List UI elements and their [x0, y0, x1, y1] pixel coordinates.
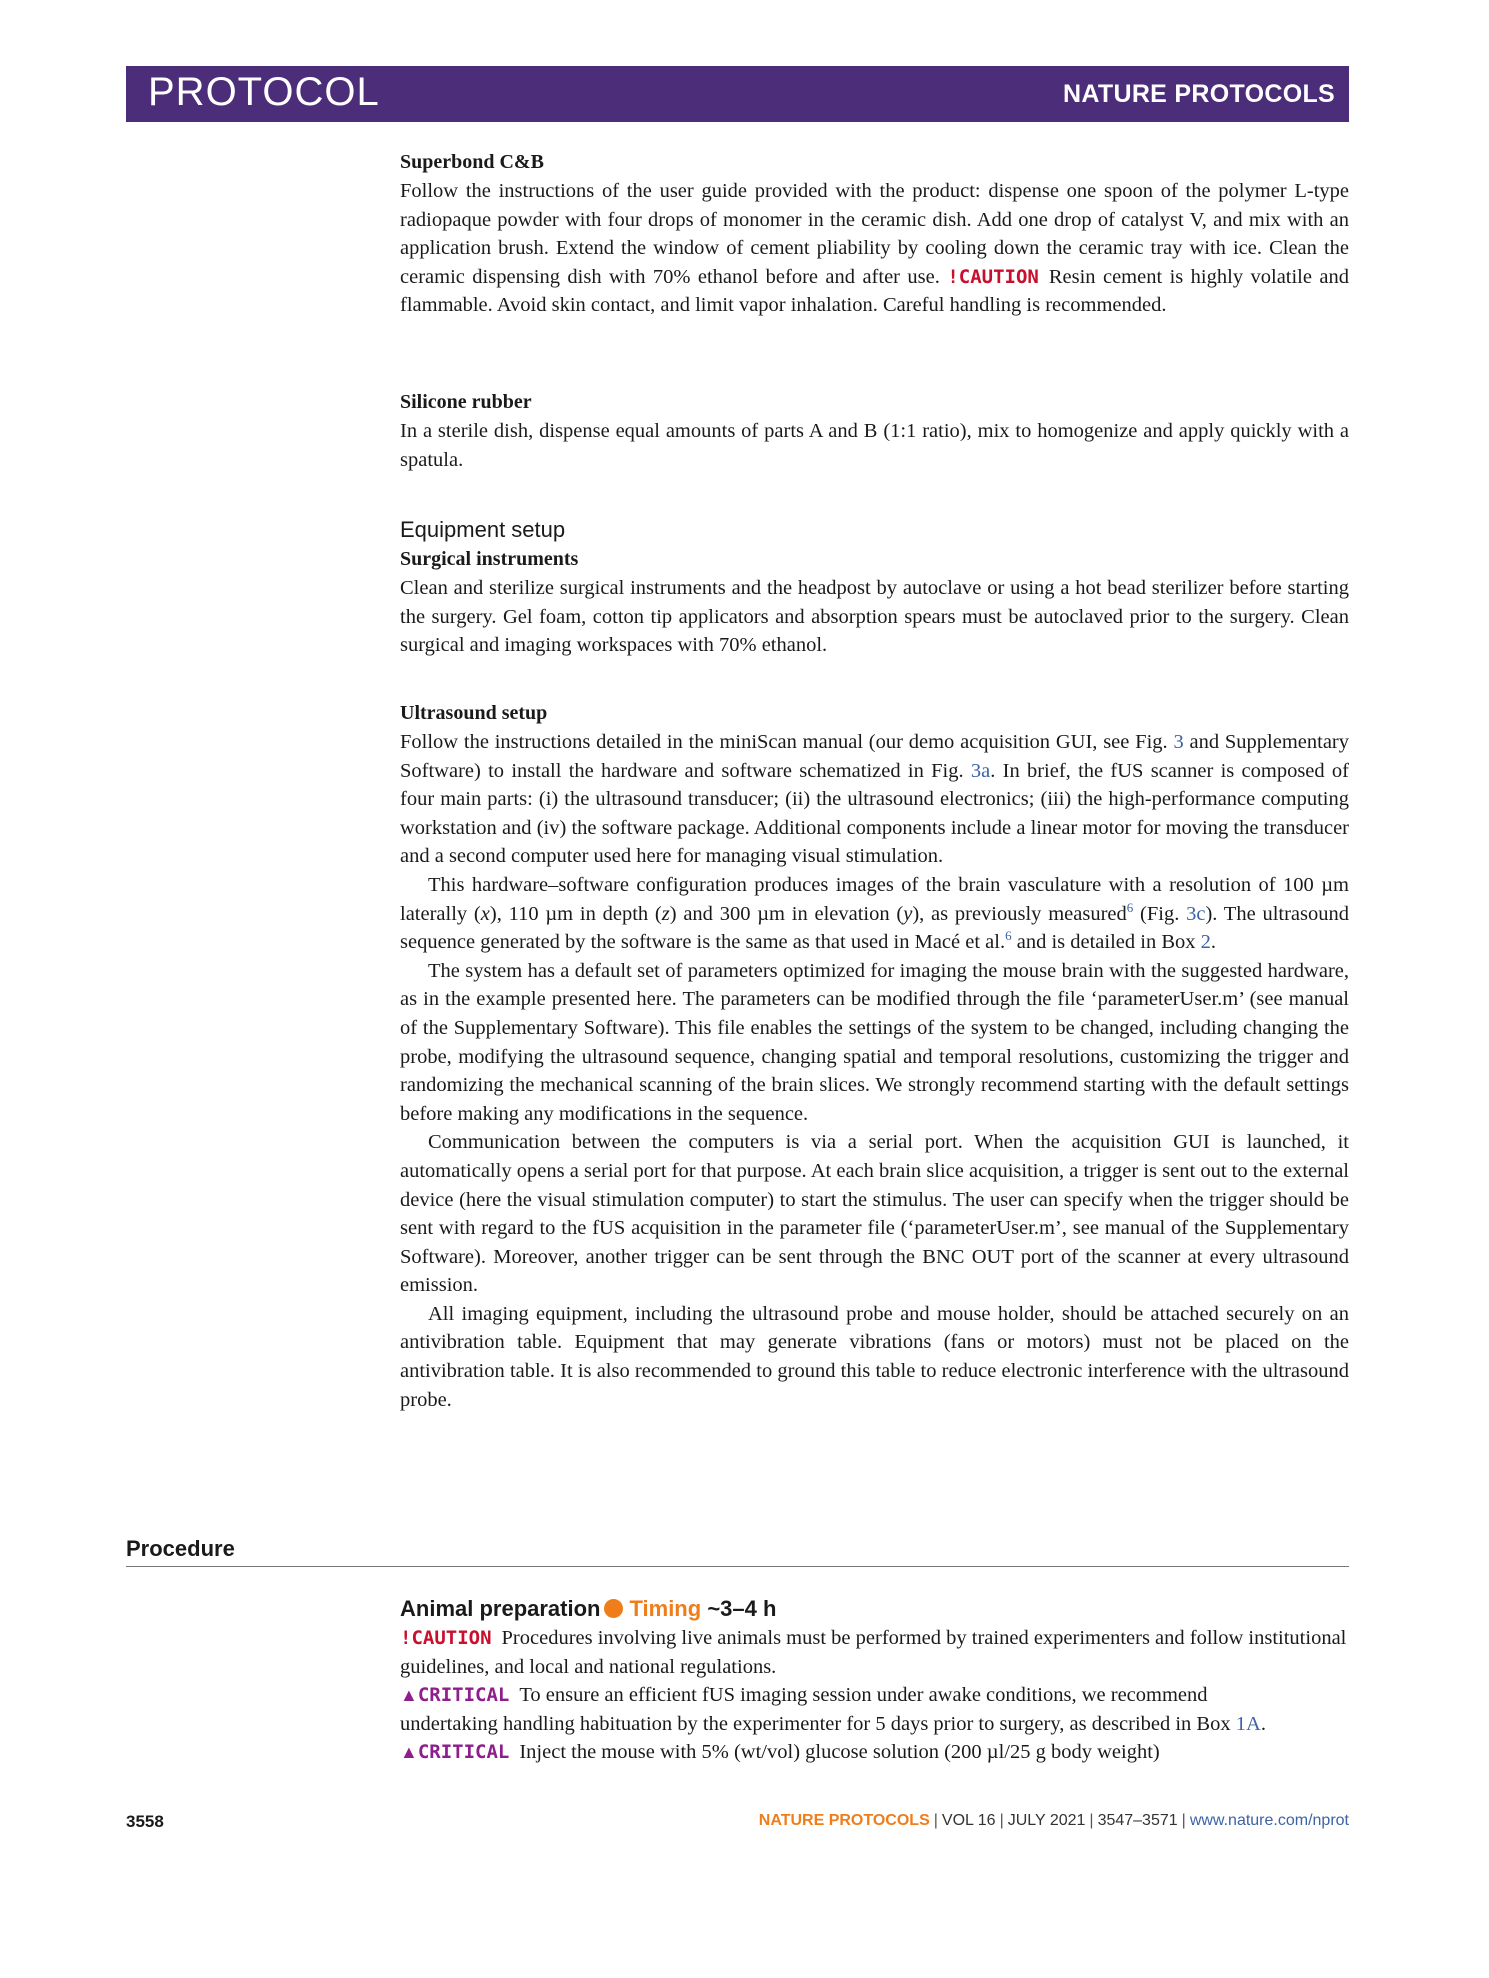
- superbond-section: [400, 148, 1349, 320]
- silicone-text: In a sterile dish, dispense equal amounts of parts A and B (1:1 ratio), mix to homogenize and apply quickly with a spatula.: [400, 420, 1349, 471]
- critical-label: CRITICAL: [417, 1684, 510, 1707]
- ultrasound-paragraph-3: The system has a default set of parameters optimized for imaging the mouse brain with the suggested hardware, as in the example presented here. The parameters can be modified through the file ‘parameterUser.m’ (see manual of the Supplementary Software). This file enables the settings of the system to be changed, including changing the probe, modifying the ultrasound sequence, changing spatial and temporal resolutions, customizing the trigger and randomizing the mechanical scanning of the brain slices. We strongly recommend starting with the default settings before making any modifications in the sequence.: [400, 959, 1349, 1125]
- footer-volume: VOL 16: [941, 1812, 996, 1829]
- ultrasound-paragraph-2: This hardware–software configuration produces images of the brain vasculature with a resolution of 100 µm laterally (x), 110 µm in depth (z) and 300 µm in elevation (y), as previously measured$^6$ (Fig. 3c). The ultrasound sequence generated by the software is the same as that used in Macé et al.$^6$ and is detailed in Box 2.: [400, 873, 1349, 954]
- timing-value: ~3–4 h: [707, 1596, 777, 1621]
- footer-url-link[interactable]: www.nature.com/nprot: [1189, 1812, 1349, 1829]
- timing-label: Timing: [629, 1596, 702, 1621]
- article-type-label: PROTOCOL: [148, 70, 380, 114]
- silicone-title: Silicone rubber: [400, 391, 532, 413]
- ultrasound-section: [400, 699, 1349, 1414]
- footer-citation: NATURE PROTOCOLS | VOL 16 | JULY 2021 | 3547–3571 | www.nature.com/nprot: [758, 1812, 1349, 1829]
- footer-pages: 3547–3571: [1097, 1812, 1178, 1829]
- equipment-heading: Equipment setup: [400, 517, 566, 542]
- ultrasound-paragraph-4: Communication between the computers is via a serial port. When the acquisition GUI is launched, it automatically opens a serial port for that purpose. At each brain slice acquisition, a trigger is sent out to the external device (here the visual stimulation computer) to start the stimulus. The user can specify when the trigger should be sent with regard to the fUS acquisition in the parameter file (‘parameterUser.m’, see manual of the Supplementary Software). Moreover, another trigger can be sent through the BNC OUT port of the scanner at every ultrasound emission.: [400, 1131, 1349, 1297]
- footer-journal: NATURE PROTOCOLS: [758, 1812, 930, 1829]
- timing-dot-icon: [604, 1599, 623, 1618]
- page-number: 3558: [126, 1812, 164, 1831]
- superbond-title: Superbond C&B: [400, 151, 544, 173]
- ultrasound-paragraph-1: Follow the instructions detailed in the miniScan manual (our demo acquisition GUI, see Fig. 3 and Supplementary Software) to install the hardware and software schematized in Fig. 3a. In brief, the fUS scanner is composed of four main parts: (i) the ultrasound transducer; (ii) the ultrasound electronics; (iii) the high-performance computing workstation and (iv) the software package. Additional components include a linear motor for moving the transducer and a second computer used here for managing visual stimulation.: [400, 731, 1350, 868]
- procedure-heading: Procedure: [126, 1536, 235, 1561]
- procedure-divider: [126, 1566, 1349, 1567]
- fig-3a-link[interactable]: 3a: [970, 759, 991, 782]
- box-2-link[interactable]: 2: [1200, 931, 1211, 954]
- fig-3c-link[interactable]: 3c: [1186, 902, 1206, 925]
- reference-6-link[interactable]: 6: [1126, 899, 1134, 915]
- surgical-title: Surgical instruments: [400, 548, 579, 570]
- animal-preparation-section: [400, 1594, 1349, 1767]
- critical-note-2: ▲CRITICAL Inject the mouse with 5% (wt/vol) glucose solution (200 µl/25 g body weight): [400, 1741, 1160, 1764]
- journal-name: NATURE PROTOCOLS: [1063, 80, 1335, 108]
- animal-preparation-heading: Animal preparation Timing ~3–4 h: [400, 1596, 777, 1621]
- superbond-text: Follow the instructions of the user guide provided with the product: dispense one spoon of the polymer L-type radiopaque powder with four drops of monomer in the ceramic dish. Add one drop of catalyst V, and mix with an application brush. Extend the window of cement pliability by cooling down the ceramic tray with ice. Clean the ceramic dispensing dish with 70% ethanol before and after use. !CAUTION Resin cement is highly volatile and flammable. Avoid skin contact, and limit vapor inhalation. Careful handling is recommended.: [400, 180, 1350, 317]
- footer-date: JULY 2021: [1007, 1812, 1086, 1829]
- surgical-text: Clean and sterilize surgical instruments and the headpost by autoclave or using a hot bead sterilizer before starting the surgery. Gel foam, cotton tip applicators and absorption spears must be autoclaved prior to the surgery. Clean surgical and imaging workspaces with 70% ethanol.: [400, 577, 1349, 657]
- critical-note-1: ▲CRITICAL To ensure an efficient fUS imaging session under awake conditions, we recommend undertaking handling habituation by the experimenter for 5 days prior to surgery, as described in Box 1A.: [400, 1684, 1266, 1735]
- critical-triangle-icon: ▲: [400, 1742, 418, 1763]
- journal-banner: [126, 66, 1349, 122]
- fig-3-link[interactable]: 3: [1173, 731, 1184, 753]
- caution-label: !CAUTION: [947, 265, 1039, 288]
- critical-label: CRITICAL: [417, 1741, 510, 1764]
- box-1a-link[interactable]: 1A: [1235, 1712, 1261, 1735]
- equipment-section: [400, 515, 1349, 660]
- critical-triangle-icon: ▲: [400, 1685, 418, 1706]
- caution-label: !CAUTION: [400, 1627, 492, 1649]
- ultrasound-title: Ultrasound setup: [400, 702, 548, 724]
- reference-6-link[interactable]: 6: [1005, 928, 1012, 944]
- procedure-caution: !CAUTION Procedures involving live animals must be performed by trained experimenters and follow institutional guidelines, and local and national regulations.: [400, 1627, 1347, 1678]
- silicone-section: [400, 388, 1349, 474]
- ultrasound-paragraph-5: All imaging equipment, including the ultrasound probe and mouse holder, should be attached securely on an antivibration table. Equipment that may generate vibrations (fans or motors) must not be placed on the antivibration table. It is also recommended to ground this table to reduce electronic interference with the ultrasound probe.: [400, 1302, 1349, 1411]
